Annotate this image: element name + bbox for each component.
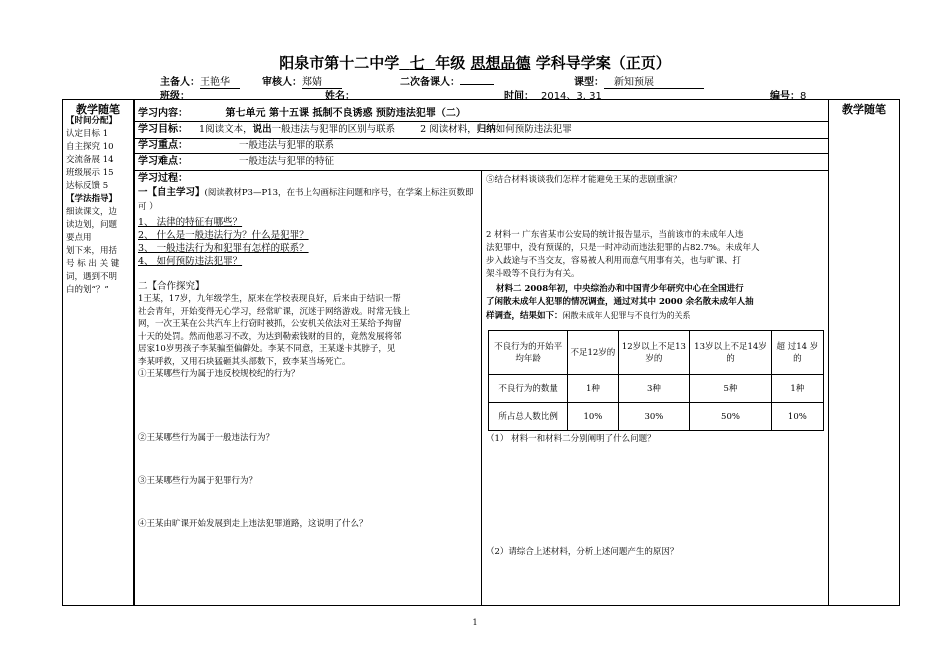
table-row: 不良行为的数量 1种 3种 5种 1种 [489, 375, 824, 403]
guide-line: 划下来，用括 [66, 246, 118, 256]
guide-line: 号 标 出 关 键 [66, 259, 120, 269]
preparer-name: 王艳华 [200, 73, 240, 89]
stats-table [488, 330, 824, 431]
lesson-type-field: 课型： 新知预展 [574, 73, 704, 89]
method-guide-title: 【学法指导】 [66, 194, 118, 204]
time-item: 交流备展 14 [66, 155, 114, 165]
grade-suffix: 年级 [435, 54, 466, 72]
material-question-1: （1） 材料一和材料二分别阐明了什么问题？ [486, 434, 656, 444]
material-2: 材料二 2008年初，中央综治办和中国青少年研究中心在全国进行 了闲散未成年人犯罪的情况调查，通过对其中 2000 余名散未成年人抽 样调查，结果如下：闲散未成年人犯罪与不良行为的关系 [486, 284, 754, 321]
time-item: 达标反馈 5 [66, 181, 109, 191]
table-row: 不良行为的开始平均年龄 不足12岁的 12岁以上不足13岁的 13岁以上不足14岁的 超 过14 岁的 [489, 331, 824, 375]
guide-line: 白的划“？” [66, 285, 109, 295]
question-item: 2、 什么是一般违法行为？什么是犯罪？ [138, 230, 309, 241]
cooperative-title: 二【合作探究】 [138, 281, 205, 292]
date-value: 2014、3. 31 [540, 91, 602, 102]
question-item: 1、 法律的特征有哪些？ [138, 217, 243, 228]
case-question-5: ⑤结合材料谈谈我们怎样才能避免王某的悲剧重演？ [486, 175, 682, 185]
doc-type: 学科导学案（正页） [535, 54, 671, 72]
table-row: 所占总人数比例 10% 30% 50% 10% [489, 403, 824, 431]
learning-content: 第七单元 第十五课 抵制不良诱惑 预防违法犯罪（二） [225, 108, 466, 119]
reviewer-field: 审核人：郑婧 [262, 73, 342, 89]
number-field: 编号：8 [770, 91, 807, 102]
case-question-1: ①王某哪些行为属于违反校规校纪的行为？ [138, 369, 300, 379]
name-field: 姓名： [325, 91, 355, 102]
left-sidebar-content [66, 115, 132, 297]
guide-line: 细读课文，边 [66, 207, 118, 217]
right-notes-column [828, 99, 900, 606]
lesson-type: 新知预展 [604, 73, 704, 89]
case-question-2: ②王某哪些行为属于一般违法行为？ [138, 433, 275, 443]
class-field: 班级： [160, 91, 190, 102]
self-study-title: 一【自主学习】 [138, 187, 205, 198]
page-title [0, 52, 950, 73]
material-question-2: （2）请综合上述材料，分析上述问题产生的原因？ [486, 547, 679, 557]
learning-goals-row: 学习目标： 1阅读文本，说出一般违法与犯罪的区别与联系 2 阅读材料，归纳如何预防违法犯罪 [138, 124, 572, 135]
right-notes-heading: 教学随笔 [842, 103, 886, 116]
guide-line: 要点用 [66, 233, 92, 243]
number-value: 8 [800, 91, 807, 102]
page-number: 1 [472, 618, 478, 627]
time-item: 自主探究 10 [66, 142, 114, 152]
case-question-4: ④王某由旷课开始发展到走上违法犯罪道路，这说明了什么？ [138, 519, 368, 529]
date-field: 时间： 2014、3. 31 [504, 91, 602, 102]
time-allocation-title: 【时间分配】 [66, 116, 118, 126]
process-label: 学习过程： [138, 173, 188, 184]
grade: 七 [409, 54, 425, 72]
preparer-field: 主备人：王艳华 [160, 73, 240, 89]
question-item: 4、 如何预防违法犯罪？ [138, 256, 243, 267]
key-point: 一般违法与犯罪的联系 [239, 140, 335, 151]
left-notes-heading: 教学随笔 [76, 103, 120, 116]
difficulty-point: 一般违法与犯罪的特征 [239, 156, 335, 167]
case-text: 1王某，17岁，九年级学生，原来在学校表现良好，后来由于结识一帮 社会青年，开始变得无心学习，经常旷课，沉迷于网络游戏。时常无钱上 网，一次王某在公共汽车上行窃时被抓，公安机关依法对王某给予拘留 十天的处罚。然而他恶习不改，为达到勒索钱财的目的，竟然发展将邻 居家10岁男孩子李某骗至偏僻处。李某不同意，王某遂卡其脖子，见 李某呼救，又用石块猛砸其头部数下，致李某当场死亡。 [138, 294, 411, 367]
second-preparer-name [460, 84, 494, 85]
table-caption: 闲散未成年人犯罪与不良行为的关系 [562, 311, 691, 320]
difficulty-row: 学习难点： 一般违法与犯罪的特征 [138, 156, 335, 167]
time-item: 认定目标 1 [66, 129, 109, 139]
learning-content-row: 学习内容： 第七单元 第十五课 抵制不良诱惑 预防违法犯罪（二） [138, 108, 466, 119]
material-1: 2 材料一 广东省某市公安局的统计报告显示，当前该市的未成年人违 法犯罪中，没有预谋的，只是一时冲动而违法犯罪的占82.7%。未成年人 步入歧途与不当交友，容易被人利用而意气用事有关，也与旷课、打 架斗殴等不良行为有关。 [486, 230, 760, 279]
reviewer-name: 郑婧 [302, 73, 342, 89]
school-name: 阳泉市第十二中学 [279, 54, 400, 72]
key-point-row: 学习重点： 一般违法与犯罪的联系 [138, 140, 335, 151]
second-preparer-field: 二次备课人： [400, 73, 494, 88]
subject: 思想品德 [470, 54, 531, 72]
guide-line: 读边划，问题 [66, 220, 118, 230]
column-divider [481, 170, 482, 606]
time-item: 班级展示 15 [66, 168, 114, 178]
self-study-note: (阅读教材P3—P13，在书上勾画标注问题和序号，在学案上标注页数即可 ） [138, 188, 474, 212]
question-item: 3、 一般违法行为和犯罪有怎样的联系？ [138, 243, 309, 254]
case-question-3: ③王某哪些行为属于犯罪行为？ [138, 476, 258, 486]
guide-line: 词，遇到不明 [66, 272, 118, 282]
learning-process [138, 172, 478, 381]
